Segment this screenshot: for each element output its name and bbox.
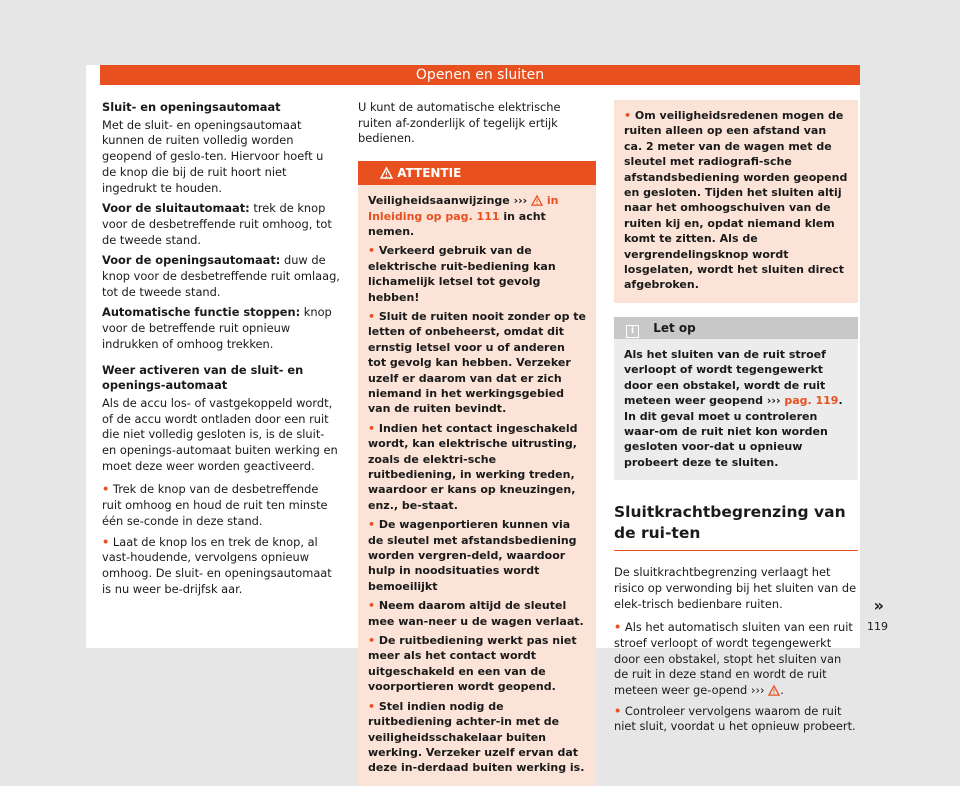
bullet-icon: • xyxy=(614,703,622,718)
note-body: Als het sluiten van de ruit stroef verloopt of wordt tegengewerkt door een obstakel, wordt de ruit meteen weer geopend ››› pag. 119. In dit geval moet u controleren waar-om de ruit niet kon worden gesloten voor-dat u opnieuw probeert deze te sluiten. xyxy=(614,339,858,480)
list-item: • Neem daarom altijd de sleutel mee wan-neer u de wagen verlaat. xyxy=(368,599,584,628)
warning-icon xyxy=(531,195,543,206)
column-right xyxy=(614,100,858,740)
list-item: • Om veiligheidsredenen mogen de ruiten alleen op een afstand van ca. 2 meter van de wagen met de sleutel met radiografi-sche afstandsbediening worden geopend en gesloten. Tijden het sluiten altij naar het omhoogschuiven van de ruiten kij en, opdat niemand klem komt te zitten. Als de vergrendelingsknop wordt losgelaten, wordt het sluiten direct afgebroken. xyxy=(624,109,848,292)
bullet-icon: • xyxy=(368,244,376,258)
list-item: • De ruitbediening werkt pas niet meer als het contact wordt uitgeschakeld en een van de voorportieren wordt geopend. xyxy=(368,634,577,694)
section-title: Sluitkrachtbegrenzing van de rui-ten xyxy=(614,502,858,551)
paragraph: Automatische functie stoppen: knop voor de betreffende ruit opnieuw indrukken of omhoog trekken. xyxy=(102,305,332,351)
column-left xyxy=(102,100,340,602)
bullet-icon: • xyxy=(102,482,110,497)
list-item: • Verkeerd gebruik van de elektrische ruit-bediening kan lichamelijk letsel tot gevolg hebben! xyxy=(368,244,556,304)
list-item: • Trek de knop van de desbetreffende ruit omhoog en houd de ruit ten minste één se-conde in deze stand. xyxy=(102,482,328,528)
warning-title: ATTENTIE xyxy=(397,166,462,181)
list-item: • Als het automatisch sluiten van een ruit stroef verloopt of wordt tegengewerkt door een obstakel, stopt het sluiten van de ruit in deze stand en wordt de ruit meteen weer ge-opend ››› . xyxy=(614,620,853,698)
warning-body xyxy=(358,185,596,786)
bullet-icon: • xyxy=(614,620,622,635)
paragraph: De sluitkrachtbegrenzing verlaagt het risico op verwonding bij het sluiten van de elek-trisch bedienbare ruiten. xyxy=(614,565,857,611)
info-icon: i xyxy=(626,325,639,338)
warning-icon xyxy=(380,167,393,179)
note-header xyxy=(614,317,858,339)
bullet-icon: • xyxy=(368,634,376,648)
continue-icon: » xyxy=(873,596,884,615)
bullet-icon: • xyxy=(624,109,632,122)
page-title: Openen en sluiten xyxy=(100,65,860,85)
bullet-icon: • xyxy=(368,309,376,323)
heading-reactivate: Weer activeren van de sluit- en openings-automaat xyxy=(102,362,304,393)
bullet-icon: • xyxy=(368,599,376,613)
page-link[interactable]: in Inleiding op pag. 111 xyxy=(368,194,559,223)
warning-header xyxy=(358,161,596,185)
note-title: Let op xyxy=(653,320,696,335)
page-number: 119 xyxy=(867,620,888,633)
warning-ref: Veiligheidsaanwijzinge ››› in Inleiding op pag. 111 in acht nemen. xyxy=(368,194,559,238)
paragraph: U kunt de automatische elektrische ruiten af-zonderlijk of tegelijk ertijk bedienen. xyxy=(358,100,561,146)
warning-continued xyxy=(614,100,858,303)
list-item: • De wagenportieren kunnen via de sleutel met afstandsbediening worden vergren-deld, waardoor hulp in noodsituaties wordt bemoeilijkt xyxy=(368,518,577,593)
list-item: • Indien het contact ingeschakeld wordt, kan elektrische uitrusting, zoals de elektri-sche ruitbediening, in werking treden, waardoor er kans op kneuzingen, enz., be-staat. xyxy=(368,421,578,512)
column-middle xyxy=(358,100,596,786)
list-item: • Laat de knop los en trek de knop, al vast-houdende, vervolgens opnieuw omhoog. De sluit- en openingsautomaat is nu weer be-drijfsk aar. xyxy=(102,534,332,596)
list-item: • Controleer vervolgens waarom de ruit niet sluit, voordat u het opnieuw probeert. xyxy=(614,703,856,734)
page-link[interactable]: pag. 119 xyxy=(780,394,839,408)
bullet-icon: • xyxy=(368,421,376,435)
bullet-icon: • xyxy=(102,534,110,549)
bullet-icon: • xyxy=(368,699,376,713)
list-item: • Sluit de ruiten nooit zonder op te letten of onbeheerst, omdat dit ernstig letsel voor u of anderen tot gevolg kan hebben. Verzeker uzelf er daarom van dat er zich niemand in het werkingsgebied van de ruiten bevindt. xyxy=(368,309,586,416)
bullet-icon: • xyxy=(368,518,376,532)
paragraph: Met de sluit- en openingsautomaat kunnen de ruiten volledig worden geopend of geslo-ten. Hiervoor hoeft u de knop die bij de ruit hoort niet ingedrukt te houden. xyxy=(102,117,324,195)
list-item: • Stel indien nodig de ruitbediening achter-in met de veiligheidsschakelaar buiten werking. Verzeker uzelf ervan dat deze in-derdaad buiten werking is. xyxy=(368,699,585,775)
paragraph: Voor de sluitautomaat: trek de knop voor de desbetreffende ruit omhoog, tot de tweede stand. xyxy=(102,201,332,247)
paragraph: Voor de openingsautomaat: duw de knop voor de desbetreffende ruit omlaag, tot de tweede stand. xyxy=(102,253,340,299)
warning-icon xyxy=(768,685,780,696)
heading-auto: Sluit- en openingsautomaat xyxy=(102,100,281,114)
paragraph: Als de accu los- of vastgekoppeld wordt, of de accu wordt ontladen door een ruit die niet volledig gesloten is, is de sluit- en openings-automaat buiten werking en moet deze weer worden geactiveerd. xyxy=(102,395,338,473)
